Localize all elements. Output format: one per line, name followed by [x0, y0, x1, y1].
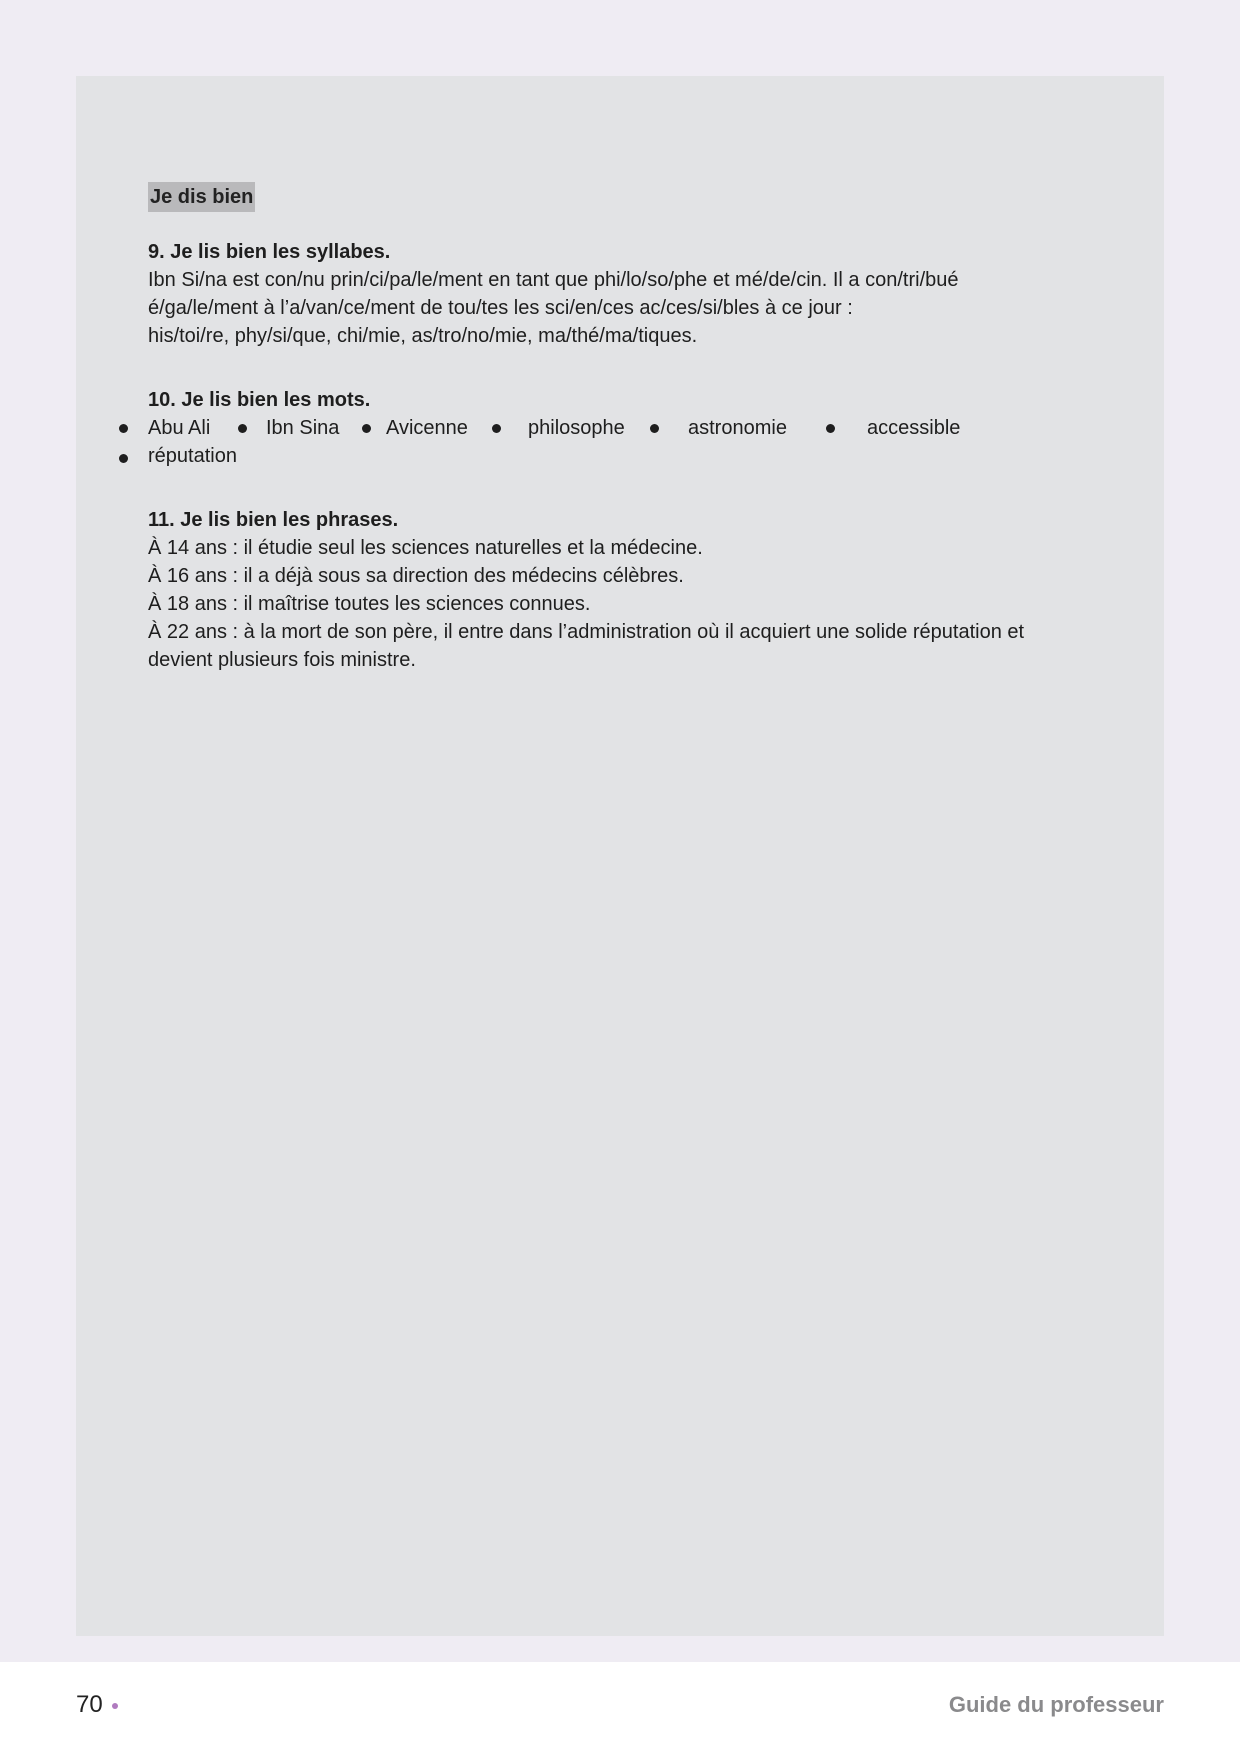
exercise-9-line-3: his/toi/re, phy/si/que, chi/mie, as/tro/no/mie, ma/thé/ma/tiques. [148, 325, 698, 347]
bullet-dot [492, 424, 501, 433]
bullet-dot [362, 424, 371, 433]
exercise-9-line-2: é/ga/le/ment à l’a/van/ce/ment de tou/tes les sci/en/ces ac/ces/si/bles à ce jour : [148, 297, 853, 319]
section-title: Je dis bien [148, 182, 255, 212]
bullet-dot [238, 424, 247, 433]
exercise-10 [148, 386, 1088, 414]
word-item: Avicenne [386, 417, 468, 439]
word-item: accessible [867, 417, 961, 439]
exercise-11-line-4: À 22 ans : à la mort de son père, il entre dans l’administration où il acquiert une solide réputation et [148, 621, 1025, 643]
page-number-dot-icon [112, 1703, 118, 1709]
exercise-9-heading: 9. Je lis bien les syllabes. [148, 241, 391, 263]
word-item: Abu Ali [148, 417, 211, 439]
word-item: Ibn Sina [266, 417, 340, 439]
exercise-11 [148, 506, 1088, 674]
exercise-11-line-2: À 16 ans : il a déjà sous sa direction des médecins célèbres. [148, 565, 684, 587]
bullet-dot [119, 454, 128, 463]
exercise-11-line-5: devient plusieurs fois ministre. [148, 649, 416, 671]
page-number: 70 [76, 1691, 103, 1718]
exercise-9-line-1: Ibn Si/na est con/nu prin/ci/pa/le/ment en tant que phi/lo/so/phe et mé/de/cin. Il a con/tri/bué [148, 269, 959, 291]
exercise-9 [148, 238, 1088, 350]
word-item: philosophe [528, 417, 625, 439]
bullet-dot [826, 424, 835, 433]
word-item: astronomie [688, 417, 787, 439]
exercise-11-heading: 11. Je lis bien les phrases. [148, 509, 399, 531]
bullet-dot [119, 424, 128, 433]
exercise-11-line-3: À 18 ans : il maîtrise toutes les sciences connues. [148, 593, 591, 615]
bullet-dot [650, 424, 659, 433]
exercise-10-heading: 10. Je lis bien les mots. [148, 389, 371, 411]
footer-title: Guide du professeur [948, 1692, 1164, 1717]
exercise-11-line-1: À 14 ans : il étudie seul les sciences naturelles et la médecine. [148, 537, 703, 559]
word-item: réputation [148, 445, 237, 467]
